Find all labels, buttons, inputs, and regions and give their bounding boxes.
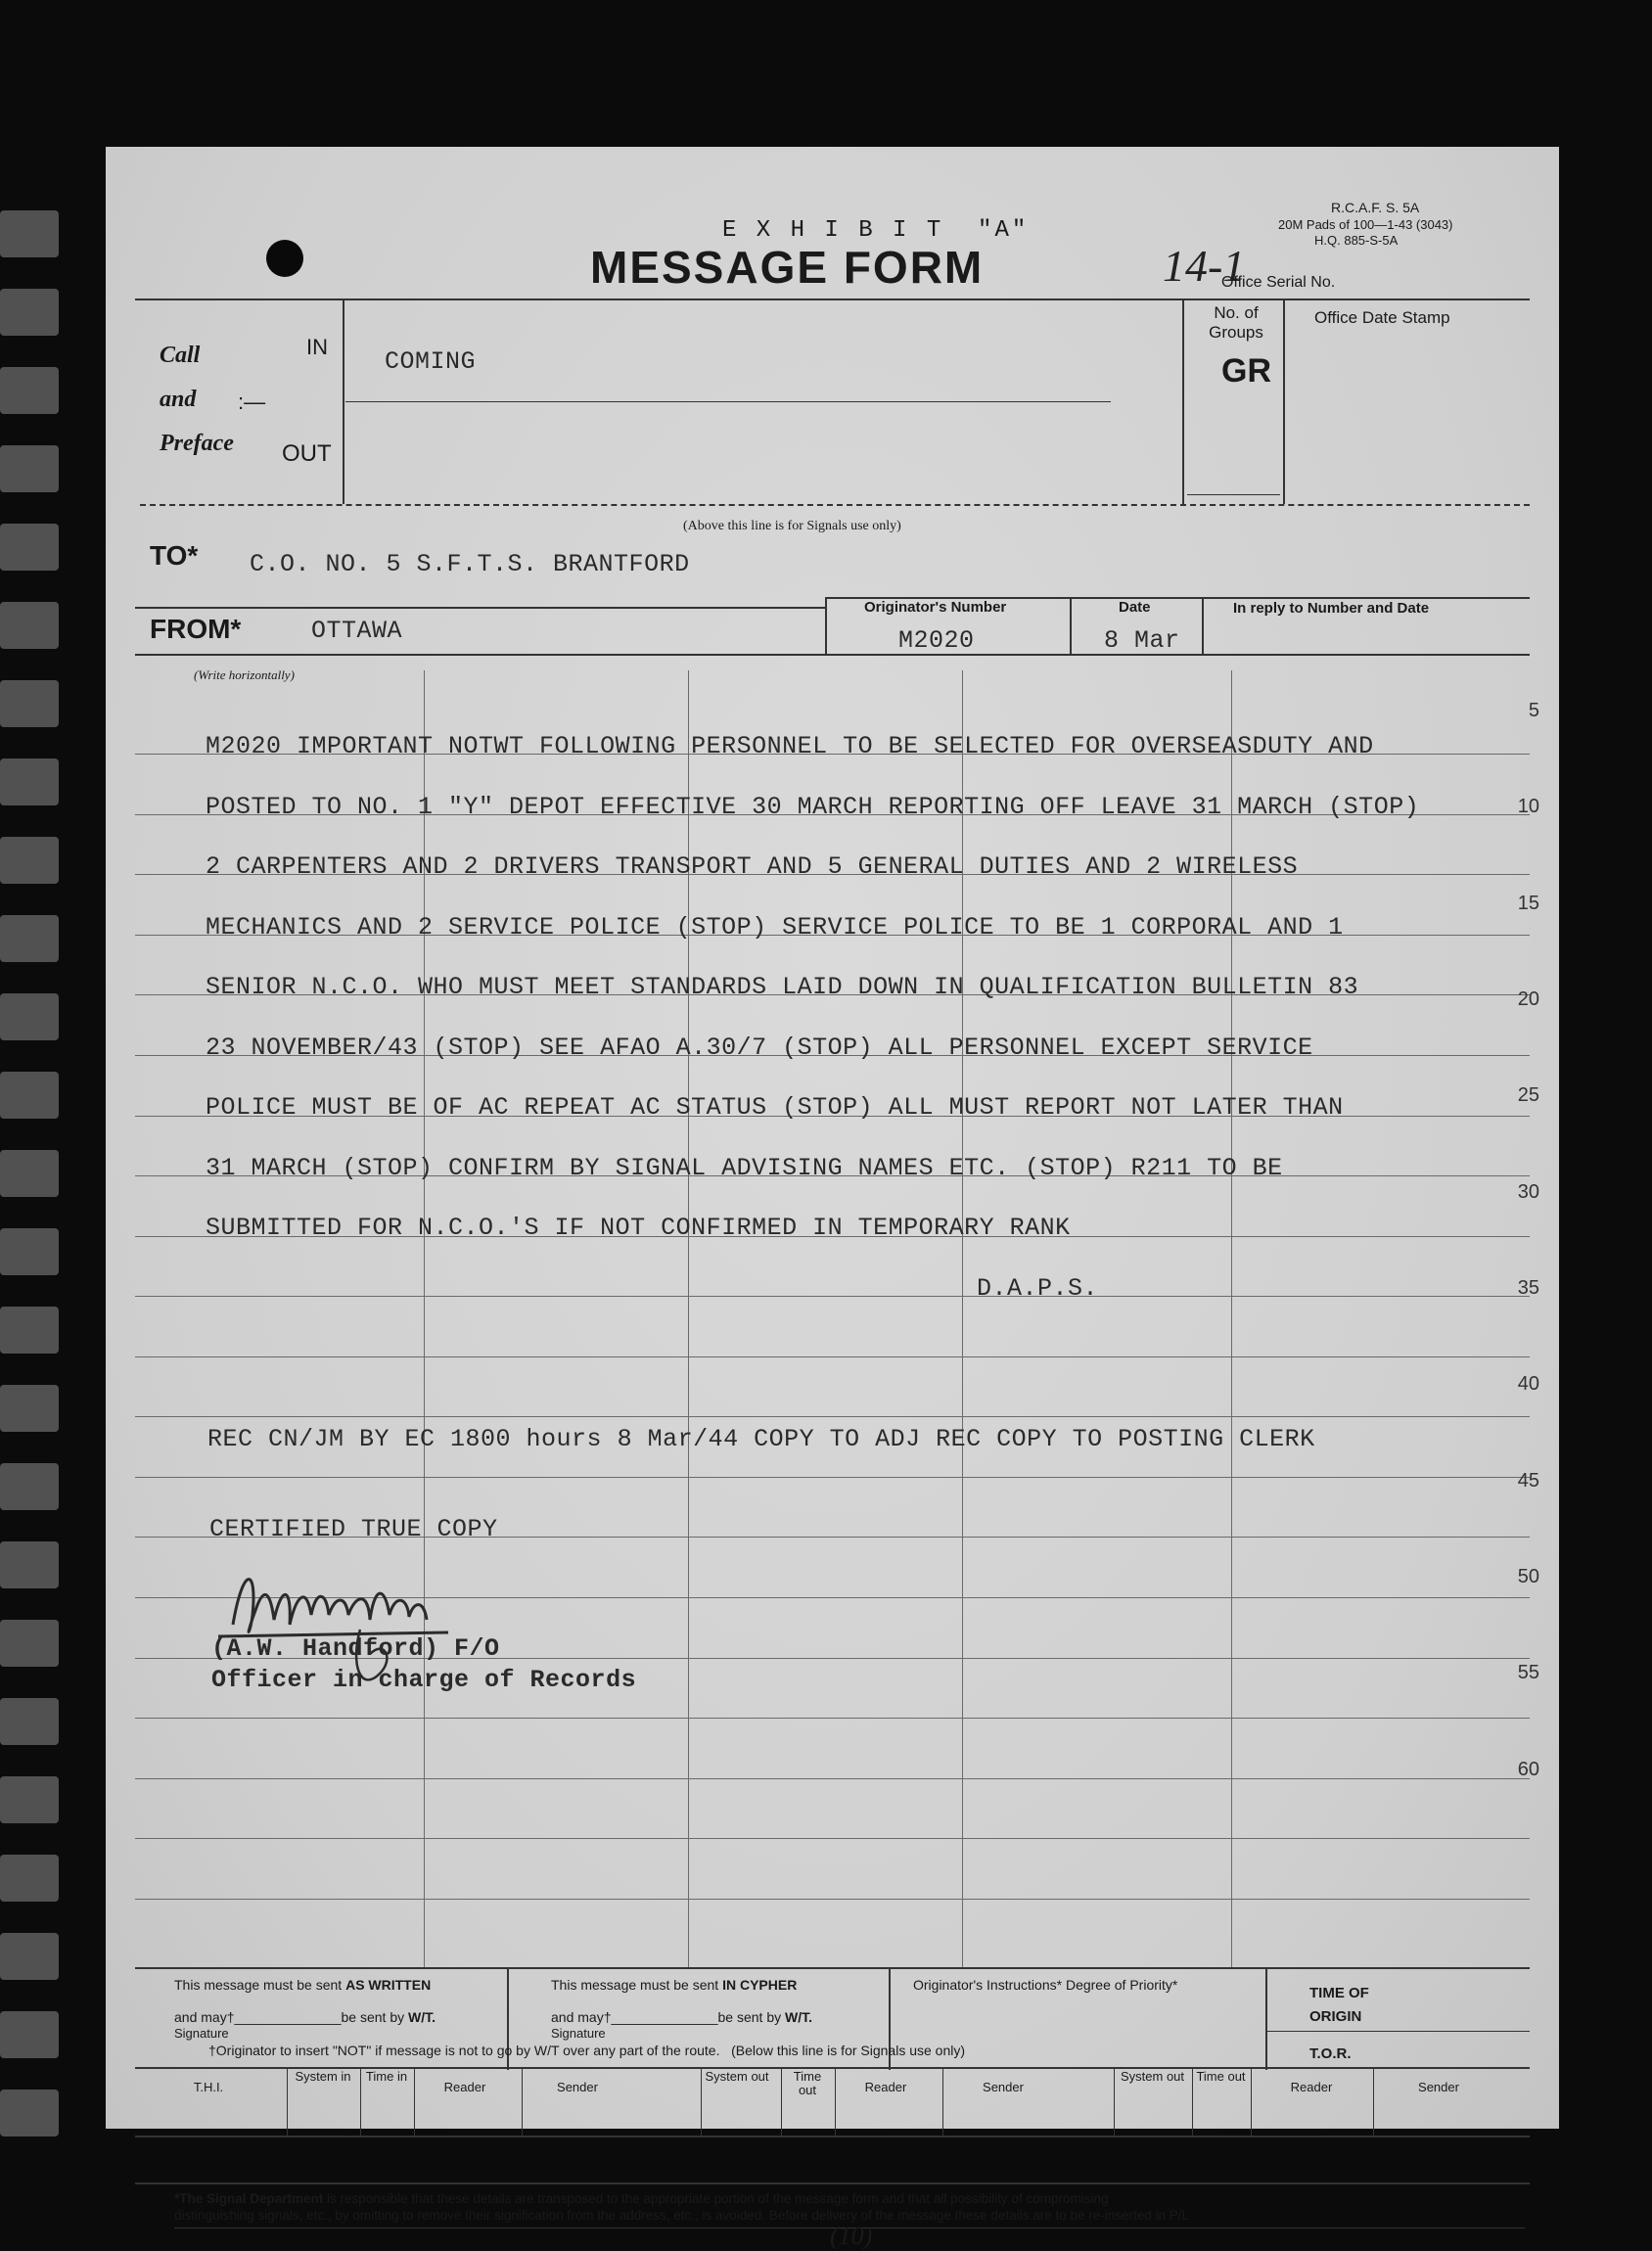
line-number: 25 bbox=[1517, 1084, 1539, 1106]
in-value: COMING bbox=[385, 347, 477, 376]
tor-label: T.O.R. bbox=[1309, 2045, 1352, 2062]
body-line: POLICE MUST BE OF AC REPEAT AC STATUS (STOP) ALL MUST REPORT NOT LATER THAN bbox=[206, 1093, 1344, 1122]
line-number: 10 bbox=[1517, 796, 1539, 817]
as-written-text: This message must be sent AS WRITTEN bbox=[174, 1977, 432, 1993]
groups-label: No. of Groups bbox=[1209, 303, 1263, 342]
col-header: Sender bbox=[557, 2080, 598, 2094]
out-label: OUT bbox=[282, 440, 332, 467]
date-label: Date bbox=[1119, 599, 1151, 616]
in-cypher-text: This message must be sent IN CYPHER bbox=[551, 1977, 798, 1993]
col-header: Time out bbox=[1196, 2069, 1246, 2084]
body-line: SUBMITTED FOR N.C.O.'S IF NOT CONFIRMED IN TEMPORARY RANK bbox=[206, 1214, 1071, 1242]
form-number: R.C.A.F. S. 5A bbox=[1331, 200, 1420, 215]
write-horizontally-note: (Write horizontally) bbox=[194, 667, 295, 682]
line-number: 30 bbox=[1517, 1181, 1539, 1203]
to-value: C.O. NO. 5 S.F.T.S. BRANTFORD bbox=[250, 550, 690, 578]
body-line: M2020 IMPORTANT NOTWT FOLLOWING PERSONNEL TO BE SELECTED FOR OVERSEASDUTY AND bbox=[206, 732, 1374, 760]
signatory-title: Officer in charge of Records bbox=[211, 1666, 637, 1694]
time-of-origin: TIME OF ORIGIN bbox=[1309, 1985, 1369, 2025]
col-header: Reader bbox=[864, 2080, 907, 2094]
body-line: MECHANICS AND 2 SERVICE POLICE (STOP) SERVICE POLICE TO BE 1 CORPORAL AND 1 bbox=[206, 913, 1344, 942]
line-number: 55 bbox=[1517, 1662, 1539, 1683]
col-header: Reader bbox=[1290, 2080, 1333, 2094]
from-value: OTTAWA bbox=[311, 617, 403, 645]
originator-signature: D.A.P.S. bbox=[977, 1274, 1099, 1303]
preface-label: Preface bbox=[160, 431, 234, 456]
and-label: and bbox=[160, 387, 197, 412]
body-line: 2 CARPENTERS AND 2 DRIVERS TRANSPORT AND 5 GENERAL DUTIES AND 2 WIRELESS bbox=[206, 852, 1299, 881]
body-line: SENIOR N.C.O. WHO MUST MEET STANDARDS LAID DOWN IN QUALIFICATION BULLETIN 83 bbox=[206, 973, 1359, 1001]
col-header: Time in bbox=[365, 2069, 408, 2084]
and-may-wt: and may†______________be sent by W/T. bbox=[174, 2009, 436, 2025]
line-number: 5 bbox=[1528, 700, 1539, 721]
bottom-handwritten-mark: (10) bbox=[830, 2222, 873, 2250]
body-line: 23 NOVEMBER/43 (STOP) SEE AFAO A.30/7 (STOP) ALL PERSONNEL EXCEPT SERVICE bbox=[206, 1034, 1313, 1062]
signals-note-top: (Above this line is for Signals use only) bbox=[683, 519, 901, 533]
groups-value: GR bbox=[1221, 352, 1271, 390]
and-dash: :— bbox=[238, 390, 266, 414]
line-number: 60 bbox=[1517, 1759, 1539, 1780]
and-may-wt-2: and may†______________be sent by W/T. bbox=[551, 2009, 812, 2025]
line-number: 35 bbox=[1517, 1277, 1539, 1299]
message-form-sheet bbox=[106, 147, 1559, 2250]
in-label: IN bbox=[306, 335, 328, 359]
punch-hole bbox=[266, 240, 303, 277]
orig-number-label: Originator's Number bbox=[864, 599, 1007, 616]
col-header: System out bbox=[705, 2069, 769, 2084]
originator-instructions: Originator's Instructions* Degree of Priority* bbox=[913, 1977, 1178, 1993]
col-header: Reader bbox=[443, 2080, 486, 2094]
form-hq: H.Q. 885-S-5A bbox=[1314, 233, 1399, 248]
to-label: TO* bbox=[150, 540, 199, 571]
office-serial-label: Office Serial No. bbox=[1221, 274, 1336, 291]
col-header: Sender bbox=[983, 2080, 1024, 2094]
certified-true-copy: CERTIFIED TRUE COPY bbox=[209, 1515, 498, 1543]
signal-dept-notice: *The Signal Department is responsible that these details are transposed to the appropriate portion of the message form and that all possibility of compromising distinguishing signals, etc., by omitting to remove their signification from the address, etc., is avoided. Before delivery of the message these details are to be re-inserted in P/L bbox=[174, 2191, 1190, 2223]
body-line: 31 MARCH (STOP) CONFIRM BY SIGNAL ADVISING NAMES ETC. (STOP) R211 TO BE bbox=[206, 1154, 1283, 1182]
insert-not-note: †Originator to insert "NOT" if message is not to go by W/T over any part of the route. (Below this line is for Signals use only) bbox=[208, 2043, 966, 2058]
serial-handwritten: 14-1 bbox=[1163, 241, 1246, 291]
col-header: T.H.I. bbox=[193, 2080, 224, 2094]
form-pads: 20M Pads of 100—1-43 (3043) bbox=[1278, 217, 1453, 232]
line-number: 20 bbox=[1517, 988, 1539, 1010]
signature-label-1: Signature bbox=[174, 2026, 229, 2041]
signature-label-2: Signature bbox=[551, 2026, 606, 2041]
exhibit-heading: E X H I B I T "A" bbox=[722, 217, 1030, 244]
line-number: 45 bbox=[1517, 1470, 1539, 1492]
signatory-name: (A.W. Handford) F/O bbox=[211, 1634, 500, 1663]
col-header: Time out bbox=[793, 2069, 822, 2097]
col-header: Sender bbox=[1418, 2080, 1459, 2094]
date-stamp-label: Office Date Stamp bbox=[1314, 308, 1450, 327]
page-title: MESSAGE FORM bbox=[590, 242, 985, 293]
body-line: POSTED TO NO. 1 "Y" DEPOT EFFECTIVE 30 MARCH REPORTING OFF LEAVE 31 MARCH (STOP) bbox=[206, 793, 1420, 821]
line-number: 15 bbox=[1517, 893, 1539, 914]
from-label: FROM* bbox=[150, 614, 242, 644]
line-number: 50 bbox=[1517, 1566, 1539, 1587]
col-header: System in bbox=[295, 2069, 351, 2084]
call-label: Call bbox=[160, 343, 201, 368]
received-line: REC CN/JM BY EC 1800 hours 8 Mar/44 COPY TO ADJ REC COPY TO POSTING CLERK bbox=[207, 1425, 1315, 1453]
orig-number-value: M2020 bbox=[898, 626, 975, 655]
col-header: System out bbox=[1120, 2069, 1185, 2084]
reply-label: In reply to Number and Date bbox=[1233, 600, 1430, 617]
date-value: 8 Mar bbox=[1104, 626, 1180, 655]
line-number: 40 bbox=[1517, 1373, 1539, 1395]
